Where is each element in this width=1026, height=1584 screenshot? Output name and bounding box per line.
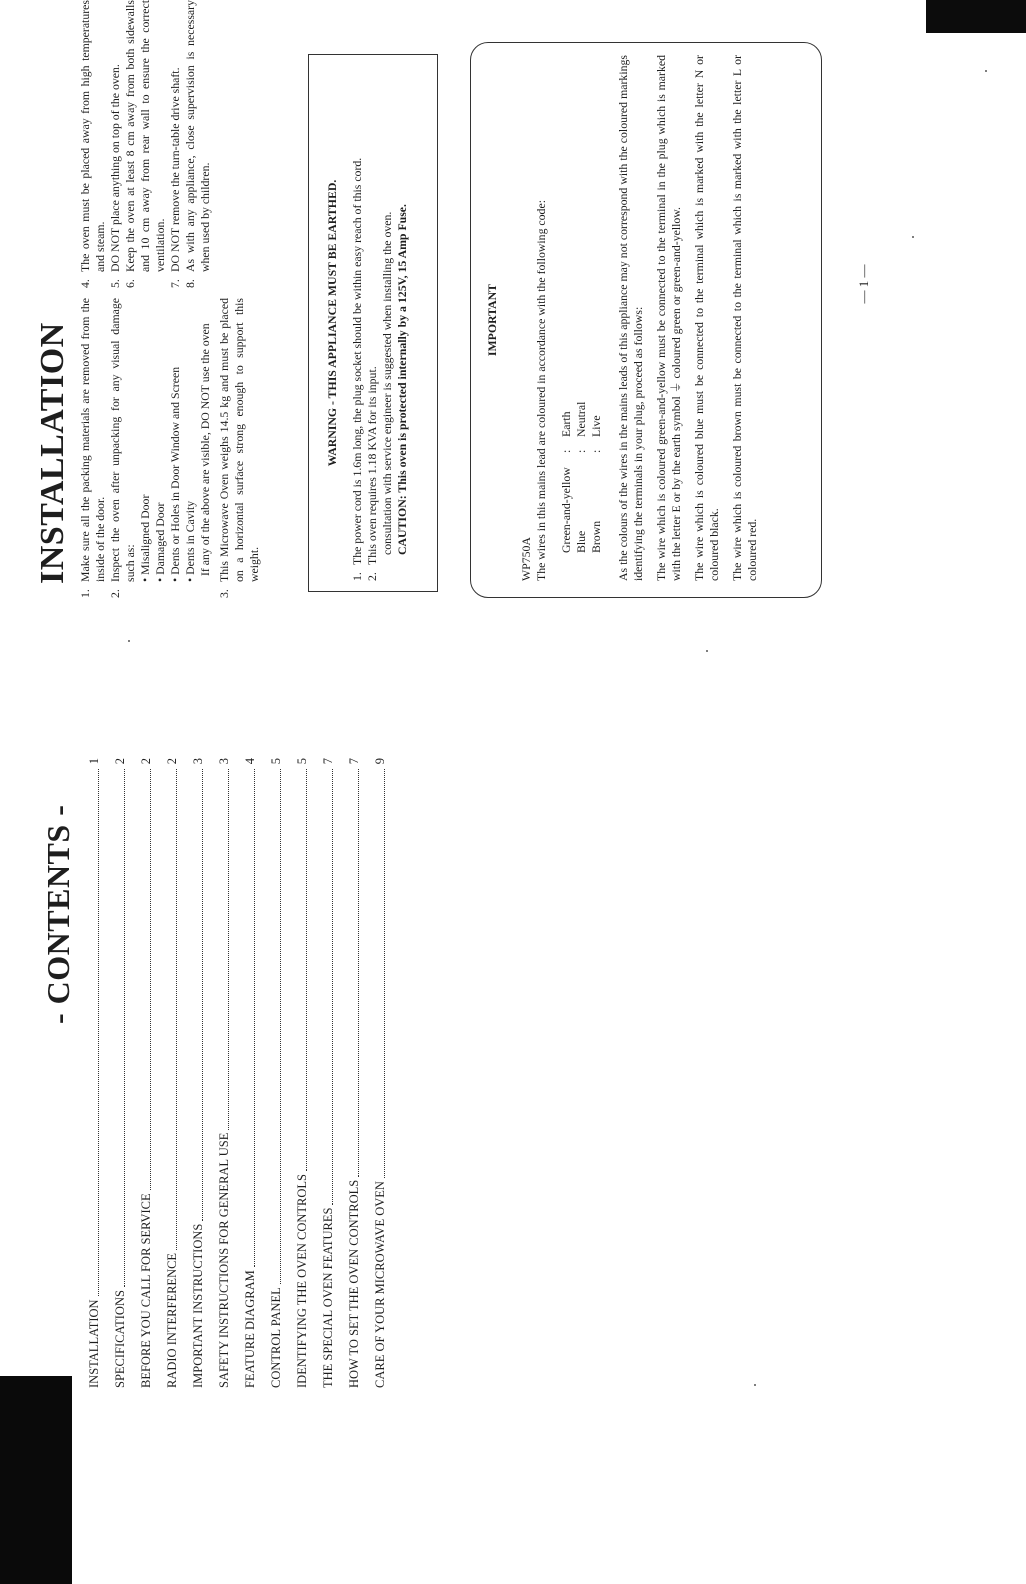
item-text: As with any appliance, close supervision is necessary when used by children. [183, 0, 212, 272]
item-text: The oven must be placed away from high temperatures and steam. [78, 0, 107, 272]
item-text: Make sure all the packing materials are removed from the inside of the door. [78, 298, 107, 582]
damage-text: Dents in Cavity [183, 500, 197, 575]
wire-meaning: Neutral [574, 401, 588, 437]
toc-leader [124, 769, 125, 1287]
toc-leader [306, 769, 307, 1171]
toc-entry[interactable] [206, 758, 232, 1388]
installation-item [108, 0, 123, 288]
toc-page: 5 [295, 758, 309, 765]
warning-list [350, 55, 410, 591]
installation-item [123, 0, 168, 288]
toc-leader [384, 769, 385, 1178]
important-box [470, 42, 822, 598]
toc-label: CONTROL PANEL [269, 1287, 283, 1388]
warning-item [365, 65, 380, 581]
toc-label: SPECIFICATIONS [113, 1290, 127, 1388]
wire-code-row [559, 55, 574, 553]
item-number: 8. [183, 279, 197, 288]
toc-entry[interactable] [362, 758, 388, 1388]
toc-page: 9 [373, 758, 387, 765]
model-number: WP750A [519, 537, 533, 581]
toc-label: HOW TO SET THE OVEN CONTROLS [347, 1179, 361, 1388]
toc-page: 1 [87, 758, 101, 765]
toc-page: 5 [269, 758, 283, 765]
toc-label: CARE OF YOUR MICROWAVE OVEN [373, 1181, 387, 1388]
toc-leader [332, 769, 333, 1205]
wires-intro: The wires in this mains lead are coloured in accordance with the following code: [534, 200, 548, 581]
item-text: This oven requires 1.18 KVA for its input. [365, 366, 379, 565]
toc-entry[interactable] [154, 758, 180, 1388]
item-text: This Microwave Oven weighs 14.5 kg and must be placed on a horizontal surface strong enough to support this weight. [217, 298, 261, 582]
toc-entry[interactable] [102, 758, 128, 1388]
wire-sep: : [574, 449, 588, 453]
toc-leader [98, 769, 99, 1296]
installation-item [217, 298, 262, 598]
item-number: 6. [123, 279, 137, 288]
toc-label: BEFORE YOU CALL FOR SERVICE [139, 1193, 153, 1388]
wire-meaning: Live [589, 415, 603, 437]
item-text: Inspect the oven after unpacking for any visual damage such as: [108, 298, 137, 582]
toc-page: 3 [217, 758, 231, 765]
toc-leader [228, 769, 229, 1130]
table-of-contents [76, 758, 388, 1388]
toc-page: 2 [139, 758, 153, 765]
wire-code-table [559, 55, 604, 581]
installation-title: INSTALLATION [34, 322, 71, 584]
toc-leader [150, 769, 151, 1190]
toc-leader [358, 769, 359, 1177]
wire-sep: : [559, 449, 573, 453]
item-number: 5. [108, 279, 122, 288]
toc-label: IDENTIFYING THE OVEN CONTROLS [295, 1174, 309, 1388]
toc-entry[interactable] [336, 758, 362, 1388]
item-text: DO NOT remove the turn-table drive shaft. [168, 67, 182, 272]
warning-box [308, 54, 438, 592]
toc-leader [202, 769, 203, 1221]
toc-page: 2 [113, 758, 127, 765]
damage-note: If any of the above are visible, DO NOT use the oven [198, 323, 212, 576]
installation-item [183, 0, 213, 288]
item-number: 2. [365, 572, 379, 581]
wire-colour: Brown [589, 520, 603, 553]
important-paragraph: The wire which is coloured brown must be connected to the terminal which is marked with the letter L or coloured red. [730, 55, 759, 581]
wire-code-row [589, 55, 604, 553]
damage-bullet: • Dents or Holes in Door Window and Screen [168, 366, 182, 582]
toc-label: INSTALLATION [87, 1299, 101, 1388]
toc-label: IMPORTANT INSTRUCTIONS [191, 1223, 205, 1388]
item-text: The power cord is 1.6m long, the plug socket should be within easy reach of this cord. [350, 157, 364, 565]
toc-label: THE SPECIAL OVEN FEATURES [321, 1207, 335, 1388]
toc-entry[interactable] [258, 758, 284, 1388]
toc-page: 2 [165, 758, 179, 765]
important-paragraph: The wire which is coloured blue must be connected to the terminal which is marked with the letter N or coloured black. [692, 55, 721, 581]
wire-code-row [574, 55, 589, 553]
item-number: 2. [108, 589, 122, 598]
important-heading: IMPORTANT [485, 283, 499, 357]
item-number: 1. [78, 589, 92, 598]
contents-title: - CONTENTS - [40, 804, 76, 1024]
page-number: — 1 — [856, 264, 871, 304]
damage-text: Misaligned Door [138, 494, 152, 575]
item-number: 3. [217, 589, 231, 598]
damage-text: Damaged Door [153, 502, 167, 575]
toc-label: FEATURE DIAGRAM [243, 1270, 257, 1388]
toc-entry[interactable] [232, 758, 258, 1388]
caution-text: CAUTION: This oven is protected internally by a 125V, 15 Amp Fuse. [395, 204, 409, 555]
toc-page: 4 [243, 758, 257, 765]
installation-item [78, 298, 108, 598]
toc-entry[interactable] [76, 758, 102, 1388]
toc-leader [254, 769, 255, 1267]
toc-label: RADIO INTERFERENCE [165, 1252, 179, 1388]
toc-entry[interactable] [284, 758, 310, 1388]
item-number: 4. [78, 279, 92, 288]
toc-leader [176, 769, 177, 1250]
wire-colour: Blue [574, 530, 588, 553]
installation-item [168, 0, 183, 288]
important-body [519, 55, 768, 581]
wire-sep: : [589, 449, 603, 453]
warning-item [350, 65, 365, 581]
warning-heading: WARNING - THIS APPLIANCE MUST BE EARTHED. [325, 179, 339, 467]
toc-page: 3 [191, 758, 205, 765]
damage-text: Dents or Holes in Door Window and Screen [168, 366, 182, 575]
damage-bullet: • Dents in Cavity [183, 500, 197, 582]
installation-column-right [78, 0, 213, 288]
item-number: 1. [350, 572, 364, 581]
toc-entry[interactable] [180, 758, 206, 1388]
installation-item [78, 0, 108, 288]
item-text: Keep the oven at least 8 cm away from both sidewalls and 10 cm away from rear wall to ensure the correct ventilation. [123, 0, 167, 272]
warning-note: consultation with service engineer is suggested when installing the oven. [380, 211, 394, 555]
toc-leader [280, 769, 281, 1284]
item-number: 7. [168, 279, 182, 288]
important-paragraph: As the colours of the wires in the mains leads of this appliance may not correspond with the coloured markings identifying the terminals in your plug, proceed as follows: [616, 55, 645, 581]
toc-entry[interactable] [128, 758, 154, 1388]
important-paragraph: The wire which is coloured green-and-yellow must be connected to the terminal in the plug which is marked with the letter E or by the earth symbol ⏚ coloured green or green-and-yellow. [654, 55, 683, 581]
installation-item [108, 298, 138, 598]
installation-column-left [78, 298, 262, 598]
wire-colour: Green-and-yellow [559, 467, 573, 553]
toc-page: 7 [347, 758, 361, 765]
item-text: DO NOT place anything on top of the oven. [108, 64, 122, 272]
damage-bullet: • Damaged Door [153, 502, 167, 582]
toc-page: 7 [321, 758, 335, 765]
toc-label: SAFETY INSTRUCTIONS FOR GENERAL USE [217, 1132, 231, 1388]
wire-meaning: Earth [559, 411, 573, 437]
toc-entry[interactable] [310, 758, 336, 1388]
damage-bullet: • Misaligned Door [138, 494, 152, 582]
